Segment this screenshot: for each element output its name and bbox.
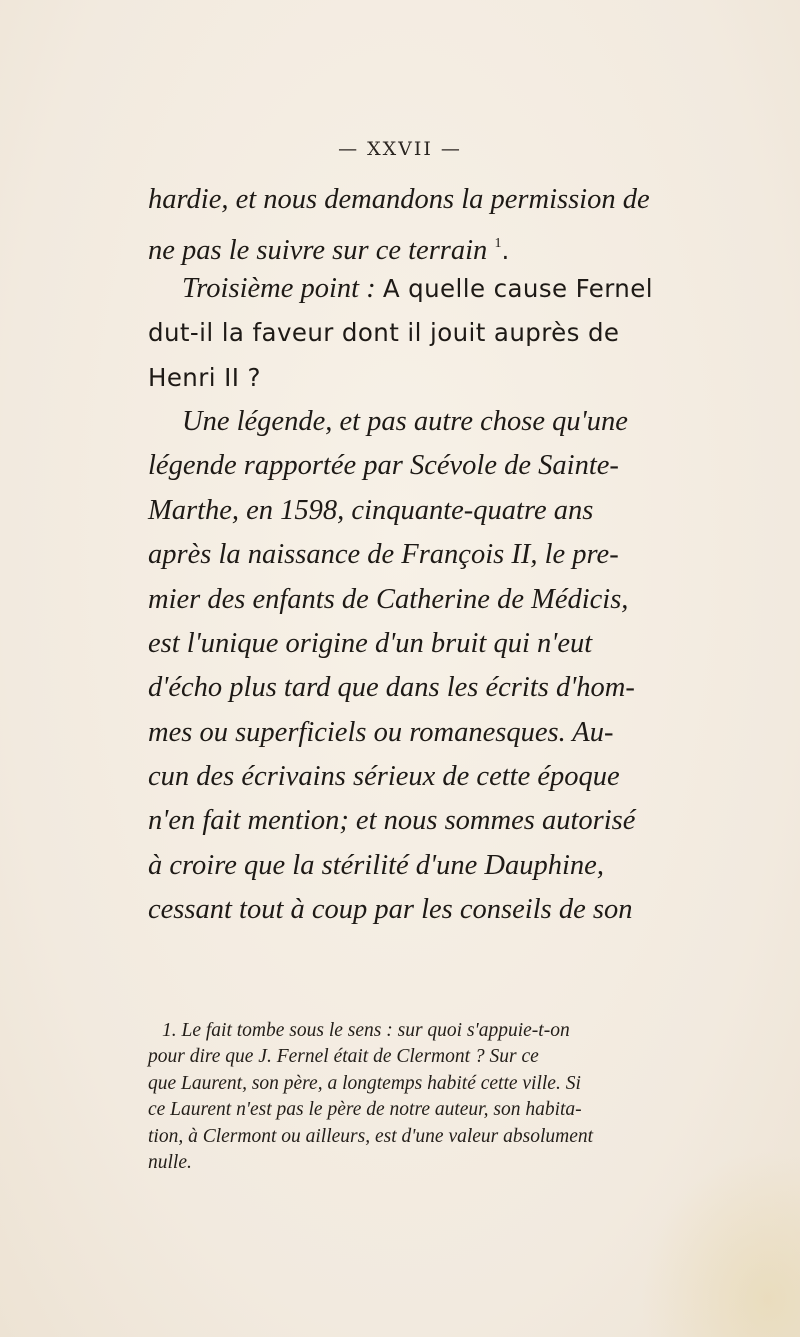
text-line: Marthe, en 1598, cinquante-quatre ans [148, 494, 594, 526]
footnote-ref: 1 [494, 236, 502, 252]
footnote-block [148, 1018, 618, 1176]
text-line: est l'unique origine d'un bruit qui n'eut [148, 627, 593, 659]
text-line [148, 222, 608, 266]
footnote-line: que Laurent, son père, a longtemps habité cette ville. Si [148, 1072, 581, 1094]
text-line: Henri II ? [148, 362, 261, 392]
text-line: mes ou superficiels ou romanesques. Au- [148, 716, 614, 748]
footnote-line: 1. Le fait tombe sous le sens : sur quoi s'appuie-t-on [162, 1020, 570, 1041]
main-text [148, 178, 653, 933]
text-line [148, 267, 653, 311]
text-line-part: A quelle cause Fernel [382, 273, 653, 303]
page-number-header: — XXVII — [338, 138, 462, 160]
footnote-line: pour dire que J. Fernel était de Clermont ? Sur ce [148, 1046, 539, 1068]
text-line-part: . [501, 236, 510, 266]
section-label: Troisième point : [182, 272, 376, 304]
footnote-line: ce Laurent n'est pas le père de notre auteur, son habita- [148, 1099, 582, 1121]
text-line: à croire que la stérilité d'une Dauphine, [148, 849, 604, 881]
footnote-line: nulle. [148, 1151, 192, 1173]
text-line-part: ne pas le suivre sur ce terrain [148, 235, 488, 267]
text-line: cun des écrivains sérieux de cette époque [148, 761, 620, 793]
text-line: après la naissance de François II, le pre- [148, 539, 619, 571]
text-line: cessant tout à coup par les conseils de son [148, 894, 633, 926]
text-line: dut-il la faveur dont il jouit auprès de [148, 318, 620, 348]
text-line: hardie, et nous demandons la permission de [148, 184, 650, 215]
text-line: d'écho plus tard que dans les écrits d'hom- [148, 672, 635, 704]
text-line: n'en fait mention; et nous sommes autorisé [148, 805, 636, 837]
text-line: mier des enfants de Catherine de Médicis, [148, 583, 629, 615]
text-line: légende rapportée par Scévole de Sainte- [148, 450, 619, 482]
footnote-line: tion, à Clermont ou ailleurs, est d'une valeur absolument [148, 1125, 594, 1147]
text-line: Une légende, et pas autre chose qu'une [182, 405, 628, 437]
paper-stain [640, 1150, 800, 1337]
